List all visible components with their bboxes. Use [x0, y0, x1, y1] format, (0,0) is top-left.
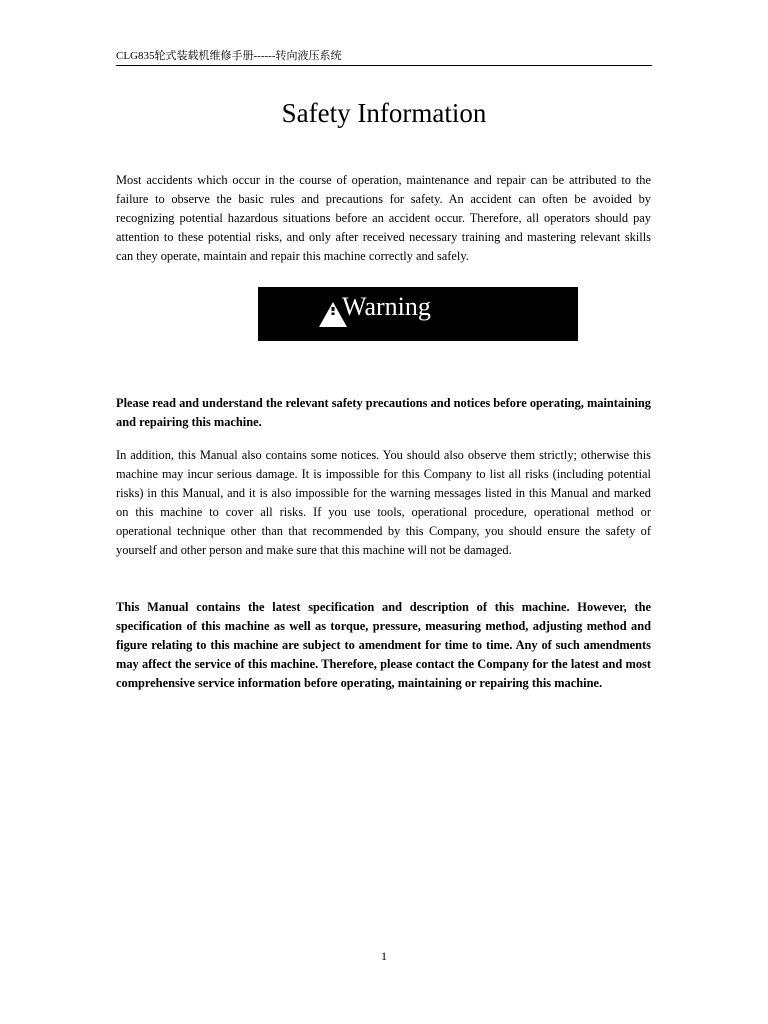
notices-paragraph: In addition, this Manual also contains some notices. You should also observe them strictly; otherwise this machine may incur serious damage. It is impossible for this Company to list all risks (including potential risks) in this Manual, and it is also impossible for the warning messages listed in this Manual and marked on this machine to cover all risks. If you use tools, operational procedure, operational method or operational technique other than that recommended by this Company, you should ensure the safety of yourself and other person and make sure that this machine will not be damaged.: [116, 448, 651, 557]
page-header: CLG835轮式装载机维修手册------转向液压系统: [116, 49, 652, 66]
page-title: Safety Information: [281, 98, 487, 128]
warning-label: Warning: [342, 292, 431, 321]
specification-paragraph: This Manual contains the latest specification and description of this machine. However, the specification of this machine as well as torque, pressure, measuring method, adjusting method and figure relating to this machine are subject to amendment for time to time. Any of such amendments may affect the service of this machine. Therefore, please contact the Company for the latest and most comprehensive service information before operating, maintaining or repairing this machine.: [116, 600, 651, 690]
intro-paragraph: Most accidents which occur in the course of operation, maintenance and repair can be attributed to the failure to observe the basic rules and precautions for safety. An accident can often be avoided by recognizing potential hazardous situations before an accident occur. Therefore, all operators should pay attention to these potential risks, and only after received necessary training and mastering relevant skills can they operate, maintain and repair this machine correctly and safely.: [116, 173, 651, 263]
warning-banner: [258, 287, 578, 341]
page-number: 1: [381, 949, 387, 963]
safety-notice-paragraph: Please read and understand the relevant safety precautions and notices before operating, maintaining and repairing this machine.: [116, 396, 651, 429]
